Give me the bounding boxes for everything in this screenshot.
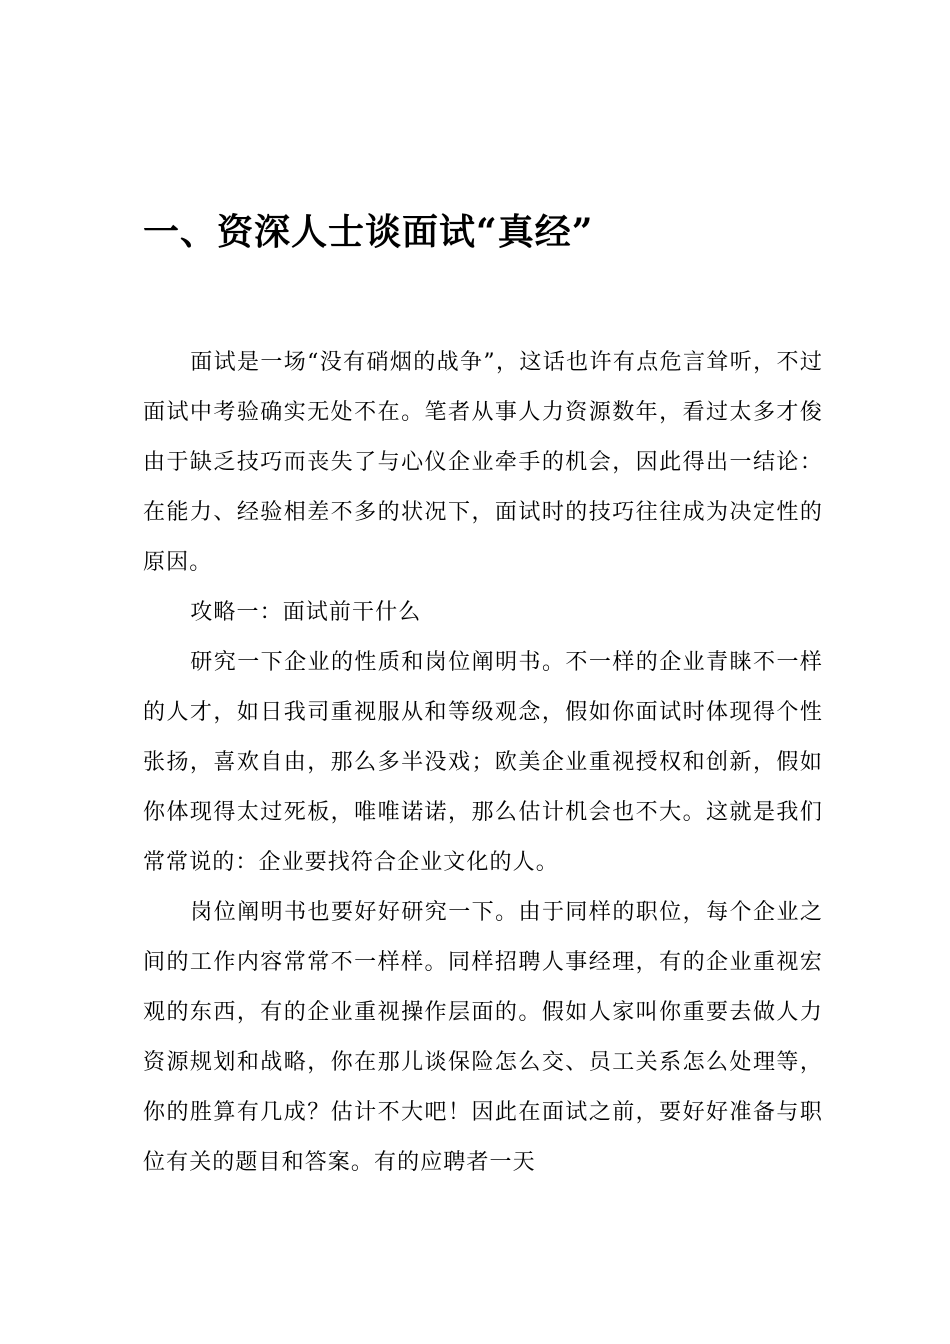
paragraph-job-description: 岗位阐明书也要好好研究一下。由于同样的职位，每个企业之间的工作内容常常不一样样。同样招聘人事经理，有的企业重视宏观的东西，有的企业重视操作层面的。假如人家叫你重要去做人力资源规划和战略，你在那儿谈保险怎么交、员工关系怎么处理等，你的胜算有几成？估计不大吧！因此在面试之前，要好好准备与职位有关的题目和答案。有的应聘者一天 [143,900,823,1175]
paragraph-company-research: 研究一下企业的性质和岗位阐明书。不一样的企业青睐不一样的人才，如日我司重视服从和等级观念，假如你面试时体现得个性张扬，喜欢自由，那么多半没戏；欧美企业重视授权和创新，假如你体现得太过死板，唯唯诺诺，那么估计机会也不大。这就是我们常常说的：企业要找符合企业文化的人。 [143,650,823,875]
paragraph-strategy-heading: 攻略一：面试前干什么 [190,600,422,625]
body-text [143,338,823,1188]
paragraph-intro: 面试是一场“没有硝烟的战争”，这话也许有点危言耸听，不过面试中考验确实无处不在。笔者从事人力资源数年，看过太多才俊由于缺乏技巧而丧失了与心仪企业牵手的机会，因此得出一结论：在能力、经验相差不多的状况下，面试时的技巧往往成为决定性的原因。 [143,350,823,575]
section-title: 一、资深人士谈面试“真经” [143,211,594,253]
